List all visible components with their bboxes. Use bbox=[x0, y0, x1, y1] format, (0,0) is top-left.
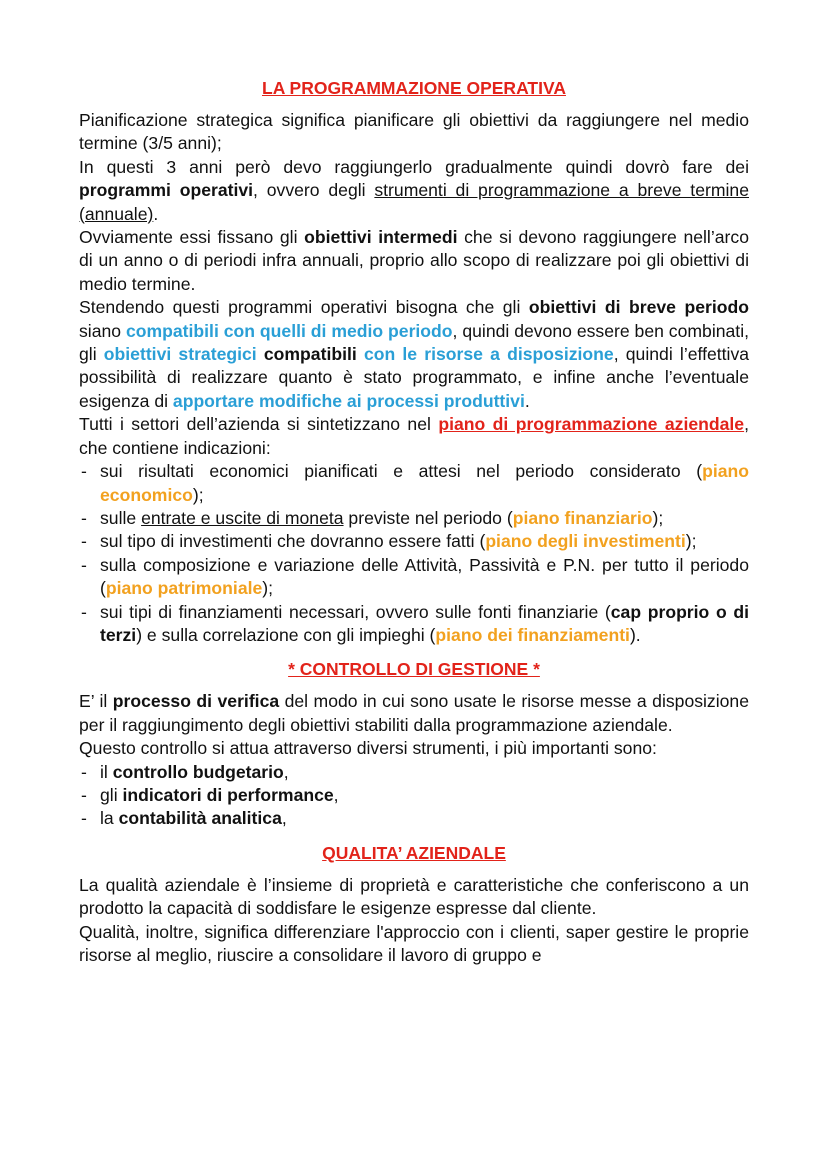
term-cap-proprio-terzi: cap proprio o di terzi bbox=[100, 601, 749, 645]
term-obiettivi-breve-periodo: obiettivi di breve periodo bbox=[528, 297, 749, 318]
list-item: - sulle entrate e uscite di moneta previste nel periodo (piano finanziario); bbox=[79, 507, 749, 530]
paragraph-strumenti-controllo: Questo controllo si attua attraverso diversi strumenti, i più importanti sono: bbox=[79, 738, 657, 759]
paragraph-qualita-approccio: Qualità, inoltre, significa differenziare l'approccio con i clienti, saper gestire le proprie risorse al meglio, riuscire a consolidare il lavoro di gruppo e bbox=[79, 921, 749, 965]
paragraph-compatibilita: Stendendo questi programmi operativi bisogna che gli obiettivi di breve periodo siano compatibili con quelli di medio periodo, quindi devono essere ben combinati, gli obiettivi strategici compatibili con le risorse a disposizione, quindi l’effettiva possibilità di realizzare quanto è stato programmato, e infine anche l’eventuale esigenza di apportare modifiche ai processi produttivi. bbox=[79, 297, 750, 411]
term-contabilita-analitica: contabilità analitica bbox=[118, 808, 282, 829]
list-item: - il controllo budgetario, bbox=[79, 761, 749, 784]
list-item: - sui tipi di finanziamenti necessari, ovvero sulle fonti finanziarie (cap proprio o di terzi) e sulla correlazione con gli impieghi (piano dei finanziamenti). bbox=[79, 601, 749, 648]
highlight-piano-finanziamenti: piano dei finanziamenti bbox=[435, 624, 630, 645]
paragraph-qualita-definizione: La qualità aziendale è l’insieme di proprietà e caratteristiche che conferiscono a un prodotto la capacità di soddisfare le esigenze espresse dal cliente. bbox=[79, 874, 749, 919]
term-processo-verifica: processo di verifica bbox=[112, 691, 280, 712]
highlight-piano-patrimoniale: piano patrimoniale bbox=[105, 578, 263, 599]
list-strumenti bbox=[79, 761, 749, 831]
document-page bbox=[79, 76, 749, 967]
paragraph-obiettivi-intermedi: Ovviamente essi fissano gli obiettivi intermedi che si devono raggiungere nell’arco di un anno o di periodi infra annuali, proprio allo scopo di realizzare poi gli obiettivi di medio termine. bbox=[79, 227, 749, 294]
list-item: - gli indicatori di performance, bbox=[79, 784, 749, 807]
highlight-risorse-disposizione: con le risorse a disposizione bbox=[363, 344, 614, 365]
term-strumenti-breve-termine: strumenti di programmazione a breve termine (annuale) bbox=[79, 180, 749, 224]
list-item: - sui risultati economici pianificati e attesi nel periodo considerato (piano economico); bbox=[79, 460, 749, 507]
term-obiettivi-intermedi: obiettivi intermedi bbox=[304, 227, 458, 248]
list-item: - sulla composizione e variazione delle Attività, Passività e P.N. per tutto il periodo (piano patrimoniale); bbox=[79, 554, 749, 601]
section-title-controllo-gestione: * CONTROLLO DI GESTIONE * bbox=[288, 659, 540, 680]
paragraph-piano-programmazione: Tutti i settori dell’azienda si sintetizzano nel piano di programmazione aziendale, che contiene indicazioni: bbox=[79, 414, 749, 458]
term-compatibili: compatibili bbox=[263, 344, 357, 365]
highlight-piano-investimenti: piano degli investimenti bbox=[485, 531, 686, 552]
section-title-programmazione: LA PROGRAMMAZIONE OPERATIVA bbox=[262, 78, 566, 98]
list-item: - la contabilità analitica, bbox=[79, 807, 749, 830]
paragraph-programmi-operativi: In questi 3 anni però devo raggiungerlo gradualmente quindi dovrò fare dei programmi operativi, ovvero degli strumenti di programmazione a breve termine (annuale). bbox=[79, 156, 749, 224]
term-piano-programmazione-aziendale: piano di programmazione aziendale bbox=[438, 414, 745, 435]
section-title-qualita-aziendale: QUALITA’ AZIENDALE bbox=[322, 842, 506, 863]
highlight-obiettivi-strategici: obiettivi strategici bbox=[103, 344, 257, 365]
term-programmi-operativi: programmi operativi bbox=[79, 180, 254, 201]
highlight-modifiche-processi: apportare modifiche ai processi produttivi bbox=[172, 390, 525, 411]
highlight-compatibili-medio-periodo: compatibili con quelli di medio periodo bbox=[125, 320, 453, 341]
term-entrate-uscite: entrate e uscite di moneta bbox=[141, 507, 344, 528]
highlight-piano-finanziario: piano finanziario bbox=[512, 507, 653, 528]
term-indicatori-performance: indicatori di performance bbox=[122, 784, 334, 805]
paragraph-processo-verifica: E’ il processo di verifica del modo in cui sono usate le risorse messe a disposizione per il raggiungimento degli obiettivi stabiliti dalla programmazione aziendale. bbox=[79, 691, 749, 735]
term-controllo-budgetario: controllo budgetario bbox=[112, 761, 284, 782]
paragraph-pianificazione: Pianificazione strategica significa pianificare gli obiettivi da raggiungere nel medio termine (3/5 anni); bbox=[79, 110, 749, 154]
list-indicazioni bbox=[79, 460, 749, 647]
highlight-piano-economico: piano economico bbox=[100, 461, 749, 505]
list-item: - sul tipo di investimenti che dovranno essere fatti (piano degli investimenti); bbox=[79, 530, 749, 553]
